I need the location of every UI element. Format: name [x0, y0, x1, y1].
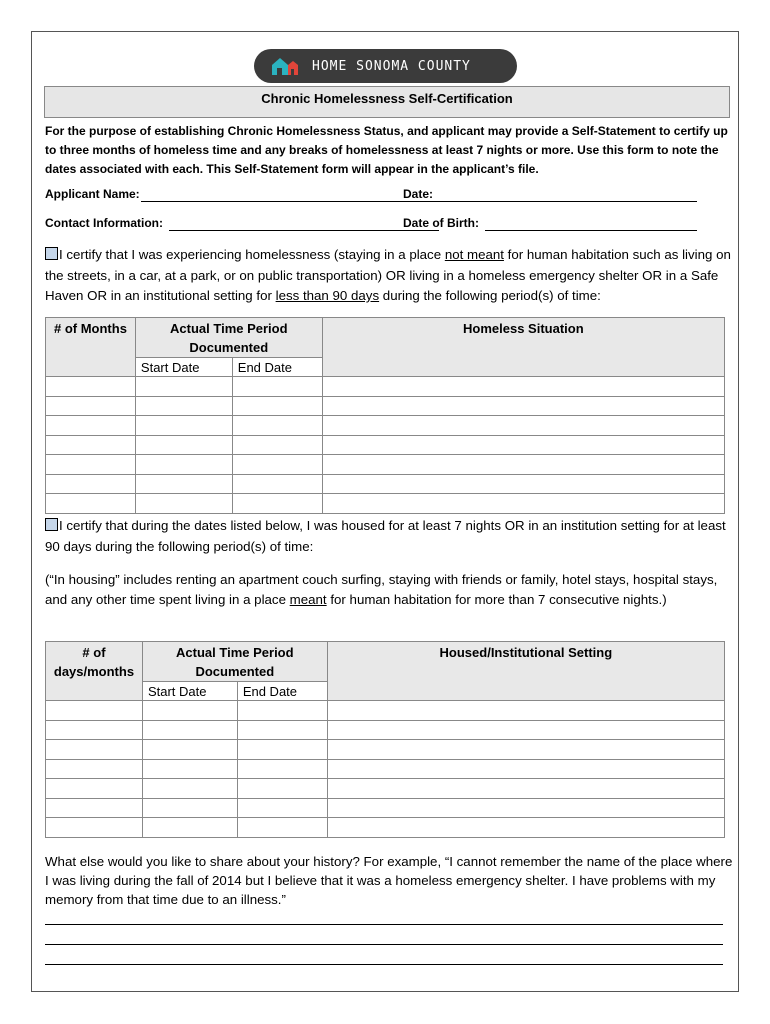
housed-cert-checkbox[interactable] — [45, 518, 58, 531]
table-cell[interactable] — [142, 740, 237, 760]
table-cell[interactable] — [232, 416, 322, 436]
table-cell[interactable] — [46, 377, 136, 397]
table-cell[interactable] — [46, 396, 136, 416]
table-cell[interactable] — [232, 377, 322, 397]
table-cell[interactable] — [142, 701, 237, 721]
col-setting-header: Housed/Institutional Setting — [327, 642, 724, 701]
intro-text: For the purpose of establishing Chronic Homelessness Status, and applicant may provide a Self-Statement to certify up to three months of homeless time and any breaks of homelessness at least 7 nights or more. Use this form to note the dates associated with each. This Self-Statement form will appear in the applicant’s file. — [45, 124, 728, 176]
table-cell[interactable] — [327, 779, 724, 799]
table-cell[interactable] — [237, 759, 327, 779]
table-cell[interactable] — [232, 455, 322, 475]
housing-note-underline: meant — [289, 591, 327, 607]
table-cell[interactable] — [46, 494, 136, 514]
housing-note — [45, 570, 735, 609]
table-cell[interactable] — [135, 494, 232, 514]
table-cell[interactable] — [142, 779, 237, 799]
table-row — [46, 494, 725, 514]
table-cell[interactable] — [327, 701, 724, 721]
table-cell[interactable] — [135, 474, 232, 494]
table-cell[interactable] — [142, 759, 237, 779]
table-cell[interactable] — [232, 396, 322, 416]
table-row — [46, 416, 725, 436]
homeless-certification — [45, 245, 735, 307]
table-cell[interactable] — [327, 720, 724, 740]
table-row — [46, 779, 725, 799]
table-row — [46, 377, 725, 397]
table-cell[interactable] — [142, 798, 237, 818]
table-cell[interactable] — [327, 818, 724, 838]
table-cell[interactable] — [135, 416, 232, 436]
table-cell[interactable] — [46, 740, 143, 760]
date-field[interactable] — [434, 187, 697, 202]
cert2-text: I certify that during the dates listed below, I was housed for at least 7 nights OR in an institution setting for at least 90 days during the following period(s) of time: — [45, 518, 726, 554]
table-cell[interactable] — [327, 740, 724, 760]
homeless-cert-checkbox[interactable] — [45, 247, 58, 260]
table-row — [46, 740, 725, 760]
table-row — [46, 720, 725, 740]
table-cell[interactable] — [322, 474, 724, 494]
table-cell[interactable] — [237, 818, 327, 838]
table-cell[interactable] — [135, 377, 232, 397]
col-period-header-2: Actual Time Period Documented — [142, 642, 327, 682]
table-cell[interactable] — [237, 701, 327, 721]
table-cell[interactable] — [135, 435, 232, 455]
table-cell[interactable] — [46, 416, 136, 436]
table-cell[interactable] — [322, 416, 724, 436]
table-cell[interactable] — [322, 455, 724, 475]
table-cell[interactable] — [237, 740, 327, 760]
col-months-header: # of Months — [46, 318, 136, 377]
table-cell[interactable] — [232, 494, 322, 514]
page-title: Chronic Homelessness Self-Certification — [44, 86, 730, 118]
housing-note-text-a: (“In housing” includes renting an apartment couch surfing, staying with friends or family, hotel stays, hospital stays, and any other time spent living in a place — [45, 572, 718, 607]
table-cell[interactable] — [135, 396, 232, 416]
table-cell[interactable] — [232, 474, 322, 494]
start-date-header: Start Date — [135, 358, 232, 377]
housing-note-text-b: for human habitation for more than 7 consecutive nights.) — [326, 591, 667, 607]
history-answer-line-3[interactable] — [45, 952, 723, 965]
cert1-text-b: for human habitation such as living on the streets, in a car, at a park, or on public transportation) OR living in a homeless emergency shelter OR in a Safe Haven OR in an institutional setting for — [45, 247, 731, 303]
cert1-underline-b: less than 90 days — [275, 288, 380, 303]
history-answer-line-1[interactable] — [45, 912, 723, 925]
table-cell[interactable] — [237, 779, 327, 799]
table-cell[interactable] — [237, 798, 327, 818]
table-cell[interactable] — [46, 818, 143, 838]
logo-text: HOME SONOMA COUNTY — [312, 58, 471, 74]
history-answer-line-2[interactable] — [45, 932, 723, 945]
table-cell[interactable] — [322, 396, 724, 416]
table-cell[interactable] — [232, 435, 322, 455]
table-cell[interactable] — [237, 720, 327, 740]
houses-icon — [270, 55, 300, 77]
table-cell[interactable] — [46, 435, 136, 455]
cert1-text-a: I certify that I was experiencing homelessness (staying in a place — [59, 247, 445, 262]
col-situation-header: Homeless Situation — [322, 318, 724, 377]
col-days-months-header: # of days/months — [46, 642, 143, 701]
date-of-birth-field[interactable] — [485, 216, 697, 231]
table-cell[interactable] — [322, 494, 724, 514]
contact-info-field[interactable] — [169, 216, 439, 231]
date-label: Date: — [403, 187, 434, 201]
table-cell[interactable] — [142, 818, 237, 838]
contact-info-label: Contact Information: — [45, 216, 163, 230]
col-period-header: Actual Time Period Documented — [135, 318, 322, 358]
start-date-header-2: Start Date — [142, 682, 237, 701]
table-cell[interactable] — [322, 377, 724, 397]
home-sonoma-logo — [254, 49, 517, 83]
table-cell[interactable] — [46, 455, 136, 475]
table-cell[interactable] — [46, 779, 143, 799]
end-date-header: End Date — [232, 358, 322, 377]
table-cell[interactable] — [46, 701, 143, 721]
table-cell[interactable] — [322, 435, 724, 455]
end-date-header-2: End Date — [237, 682, 327, 701]
homeless-periods-table — [45, 317, 725, 514]
table-cell[interactable] — [46, 759, 143, 779]
table-row — [46, 818, 725, 838]
housed-periods-table — [45, 641, 725, 838]
applicant-name-label: Applicant Name: — [45, 187, 140, 201]
history-prompt: What else would you like to share about your history? For example, “I cannot remember the name of the place where I was living during the fall of 2014 but I believe that it was a homeless emergency shelter. I have problems with my memory from that time due to an illness.” — [45, 854, 733, 907]
table-row — [46, 435, 725, 455]
table-cell[interactable] — [46, 720, 143, 740]
table-row — [46, 759, 725, 779]
table-row — [46, 396, 725, 416]
applicant-name-field[interactable] — [141, 187, 439, 202]
table-cell[interactable] — [327, 798, 724, 818]
table-cell[interactable] — [327, 759, 724, 779]
table-row — [46, 701, 725, 721]
table-cell[interactable] — [135, 455, 232, 475]
table-row — [46, 474, 725, 494]
table-row — [46, 455, 725, 475]
table-cell[interactable] — [142, 720, 237, 740]
table-row — [46, 798, 725, 818]
table-cell[interactable] — [46, 798, 143, 818]
cert1-text-c: during the following period(s) of time: — [379, 288, 601, 303]
date-of-birth-label: Date of Birth: — [403, 216, 479, 230]
cert1-underline-a: not meant — [444, 247, 504, 262]
housed-certification — [45, 516, 735, 557]
table-cell[interactable] — [46, 474, 136, 494]
